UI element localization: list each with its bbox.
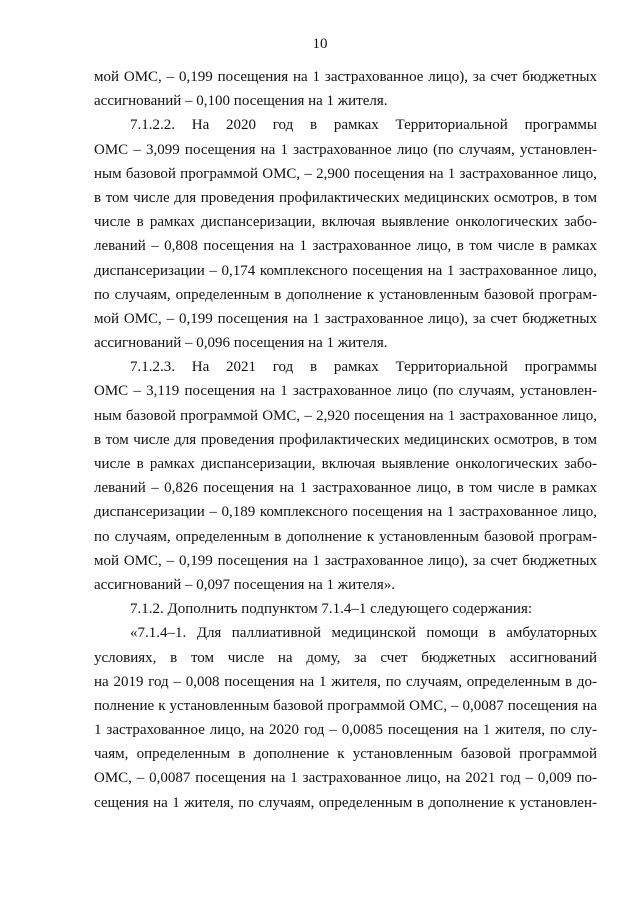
text-line: 7.1.2.3. На 2021 год в рамках Территориальной программы xyxy=(130,359,597,376)
text-line: в том числе для проведения профилактических медицинских осмотров, в том xyxy=(94,431,597,448)
text-line: ассигнований – 0,096 посещения на 1 жителя. xyxy=(94,335,388,352)
text-line: ОМС – 3,119 посещения на 1 застрахованное лицо (по случаям, установлен- xyxy=(94,383,597,400)
text-line: ассигнований – 0,100 посещения на 1 жителя. xyxy=(94,93,388,110)
text-line: ным базовой программой ОМС, – 2,900 посещения на 1 застрахованное лицо, xyxy=(94,165,597,182)
text-line: ОМС, – 0,0087 посещения на 1 застрахованное лицо, на 2021 год – 0,009 по- xyxy=(94,770,597,787)
text-line: «7.1.4–1. Для паллиативной медицинской помощи в амбулаторных xyxy=(130,625,597,642)
text-line: на 2019 год – 0,008 посещения на 1 жителя, по случаям, определенным в до- xyxy=(94,673,597,690)
text-line: 7.1.2. Дополнить подпунктом 7.1.4–1 следующего содержания: xyxy=(130,601,533,618)
text-line: мой ОМС, – 0,199 посещения на 1 застрахованное лицо), за счет бюджетных xyxy=(94,310,597,327)
text-line: ОМС – 3,099 посещения на 1 застрахованное лицо (по случаям, установлен- xyxy=(94,141,597,158)
paragraph-7-1-4-1 xyxy=(94,621,597,815)
text-line: 7.1.2.2. На 2020 год в рамках Территориальной программы xyxy=(130,117,597,134)
text-line: ассигнований – 0,097 посещения на 1 жителя». xyxy=(94,576,396,593)
text-line: условиях, в том числе на дому, за счет бюджетных ассигнований xyxy=(94,649,597,666)
text-line: по случаям, определенным в дополнение к установленным базовой програм- xyxy=(94,286,597,303)
text-line: сещения на 1 жителя, по случаям, определенным в дополнение к установлен- xyxy=(94,794,597,811)
text-line: числе в рамках диспансеризации, включая выявление онкологических забо- xyxy=(94,456,597,472)
paragraph-continuation xyxy=(94,65,597,113)
text-line: диспансеризации – 0,189 комплексного посещения на 1 застрахованное лицо, xyxy=(94,504,597,521)
text-line: числе в рамках диспансеризации, включая выявление онкологических забо- xyxy=(94,214,597,231)
text-line: диспансеризации – 0,174 комплексного посещения на 1 застрахованное лицо, xyxy=(94,262,597,279)
paragraph-7-1-2-3 xyxy=(94,355,597,597)
document-body xyxy=(94,65,597,815)
text-line: мой ОМС, – 0,199 посещения на 1 застрахованное лицо), за счет бюджетных xyxy=(94,552,597,569)
text-line: леваний – 0,826 посещения на 1 застрахованное лицо, в том числе в рамках xyxy=(94,480,597,497)
paragraph-7-1-2-amend xyxy=(94,597,597,621)
text-line: чаям, определенным в дополнение к установленным базовой программой xyxy=(94,746,597,763)
text-line: мой ОМС, – 0,199 посещения на 1 застрахованное лицо), за счет бюджетных xyxy=(94,69,597,85)
text-line: леваний – 0,808 посещения на 1 застрахованное лицо, в том числе в рамках xyxy=(94,238,597,255)
page-number: 10 xyxy=(312,36,328,52)
text-line: 1 застрахованное лицо, на 2020 год – 0,0085 посещения на 1 жителя, по слу- xyxy=(94,722,597,739)
text-line: по случаям, определенным в дополнение к установленным базовой програм- xyxy=(94,528,597,545)
paragraph-7-1-2-2 xyxy=(94,113,597,355)
text-line: ным базовой программой ОМС, – 2,920 посещения на 1 застрахованное лицо, xyxy=(94,407,597,424)
text-line: в том числе для проведения профилактических медицинских осмотров, в том xyxy=(94,189,597,206)
text-line: полнение к установленным базовой программой ОМС, – 0,0087 посещения на xyxy=(94,697,597,714)
